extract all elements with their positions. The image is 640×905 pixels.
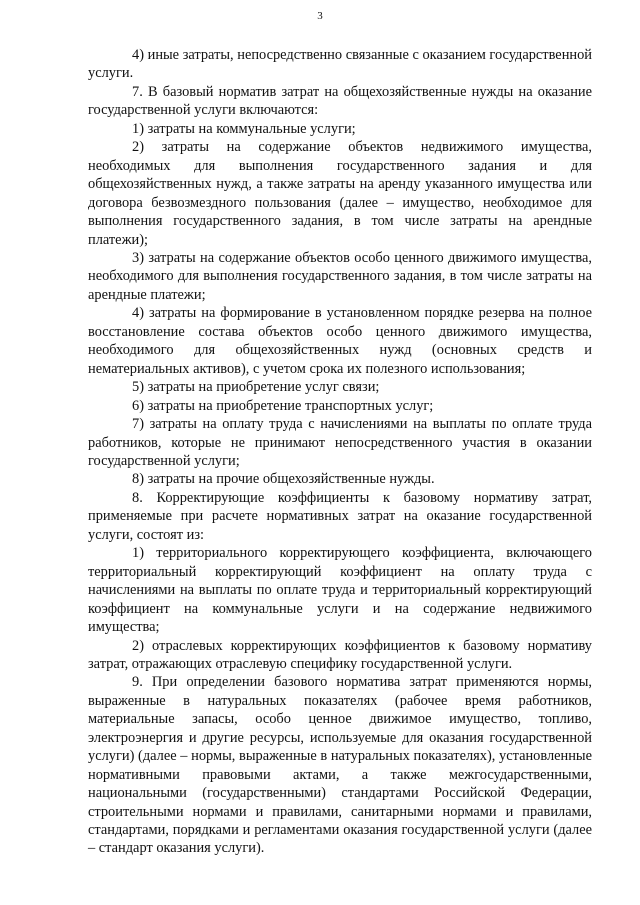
- paragraph-9-norms: 9. При определении базового норматива затрат применяются нормы, выраженные в натуральных показателях (рабочее время работников, материальные запасы, особо ценное движимое имущество, топливо, электроэнергия и другие ресурсы, используемые для оказания государственной услуги) (далее – нормы, выраженные в натуральных показателях), установленные нормативными правовыми актами, а также межгосударственными, национальными (государственными) стандартами Российской Федерации, строительными нормами и правилами, санитарными нормами и правилами, стандартами, порядками и регламентами оказания государственной услуги (далее – стандарт оказания услуги).: [88, 674, 592, 857]
- page-number: 3: [317, 10, 323, 22]
- paragraph-item-5-communication: 5) затраты на приобретение услуг связи;: [132, 379, 380, 396]
- paragraph-item-6-transport: 6) затраты на приобретение транспортных услуг;: [132, 397, 434, 414]
- document-body: [88, 46, 592, 858]
- paragraph-item-7-salaries: 7) затраты на оплату труда с начислениями на выплаты по оплате труда работников, которые не принимают непосредственного участия в оказании государственной услуги;: [88, 416, 592, 469]
- paragraph-item-4-reserve: 4) затраты на формирование в установленном порядке резерва на полное восстановление состава объектов особо ценного движимого имущества, необходимого для общехозяйственных нужд (основных средств и нематериальных активов), с учетом срока их полезного использования;: [88, 305, 592, 377]
- paragraph-coefficient-2-sectoral: 2) отраслевых корректирующих коэффициентов к базовому нормативу затрат, отражающих отраслевую специфику государственной услуги.: [88, 637, 592, 672]
- paragraph-8-coefficients: 8. Корректирующие коэффициенты к базовому нормативу затрат, применяемые при расчете нормативных затрат на оказание государственной услуги, состоят из:: [88, 489, 592, 543]
- paragraph-item-2-real-estate: 2) затраты на содержание объектов недвижимого имущества, необходимых для выполнения государственного задания и для общехозяйственных нужд, а также затраты на аренду указанного имущества или договора безвозмездного пользования (далее – имущество, необходимое для выполнения государственного задания, в том числе затраты на арендные платежи);: [88, 139, 592, 248]
- paragraph-item-4-other-costs: 4) иные затраты, непосредственно связанные с оказанием государственной услуги.: [88, 47, 592, 82]
- paragraph-item-8-other-needs: 8) затраты на прочие общехозяйственные нужды.: [132, 471, 435, 488]
- paragraph-coefficient-1-territorial: 1) территориального корректирующего коэффициента, включающего территориальный корректирующий коэффициент на оплату труда с начислениями на выплаты по оплате труда и территориальный корректирующий коэффициент на коммунальные услуги и на содержание недвижимого имущества;: [88, 545, 592, 636]
- paragraph-7-general-needs: 7. В базовый норматив затрат на общехозяйственные нужды на оказание государственной услуги включаются:: [88, 83, 592, 119]
- paragraph-item-3-movable-property: 3) затраты на содержание объектов особо ценного движимого имущества, необходимого для выполнения государственного задания, в том числе затраты на арендные платежи;: [88, 249, 592, 303]
- paragraph-item-1-utilities: 1) затраты на коммунальные услуги;: [132, 120, 356, 137]
